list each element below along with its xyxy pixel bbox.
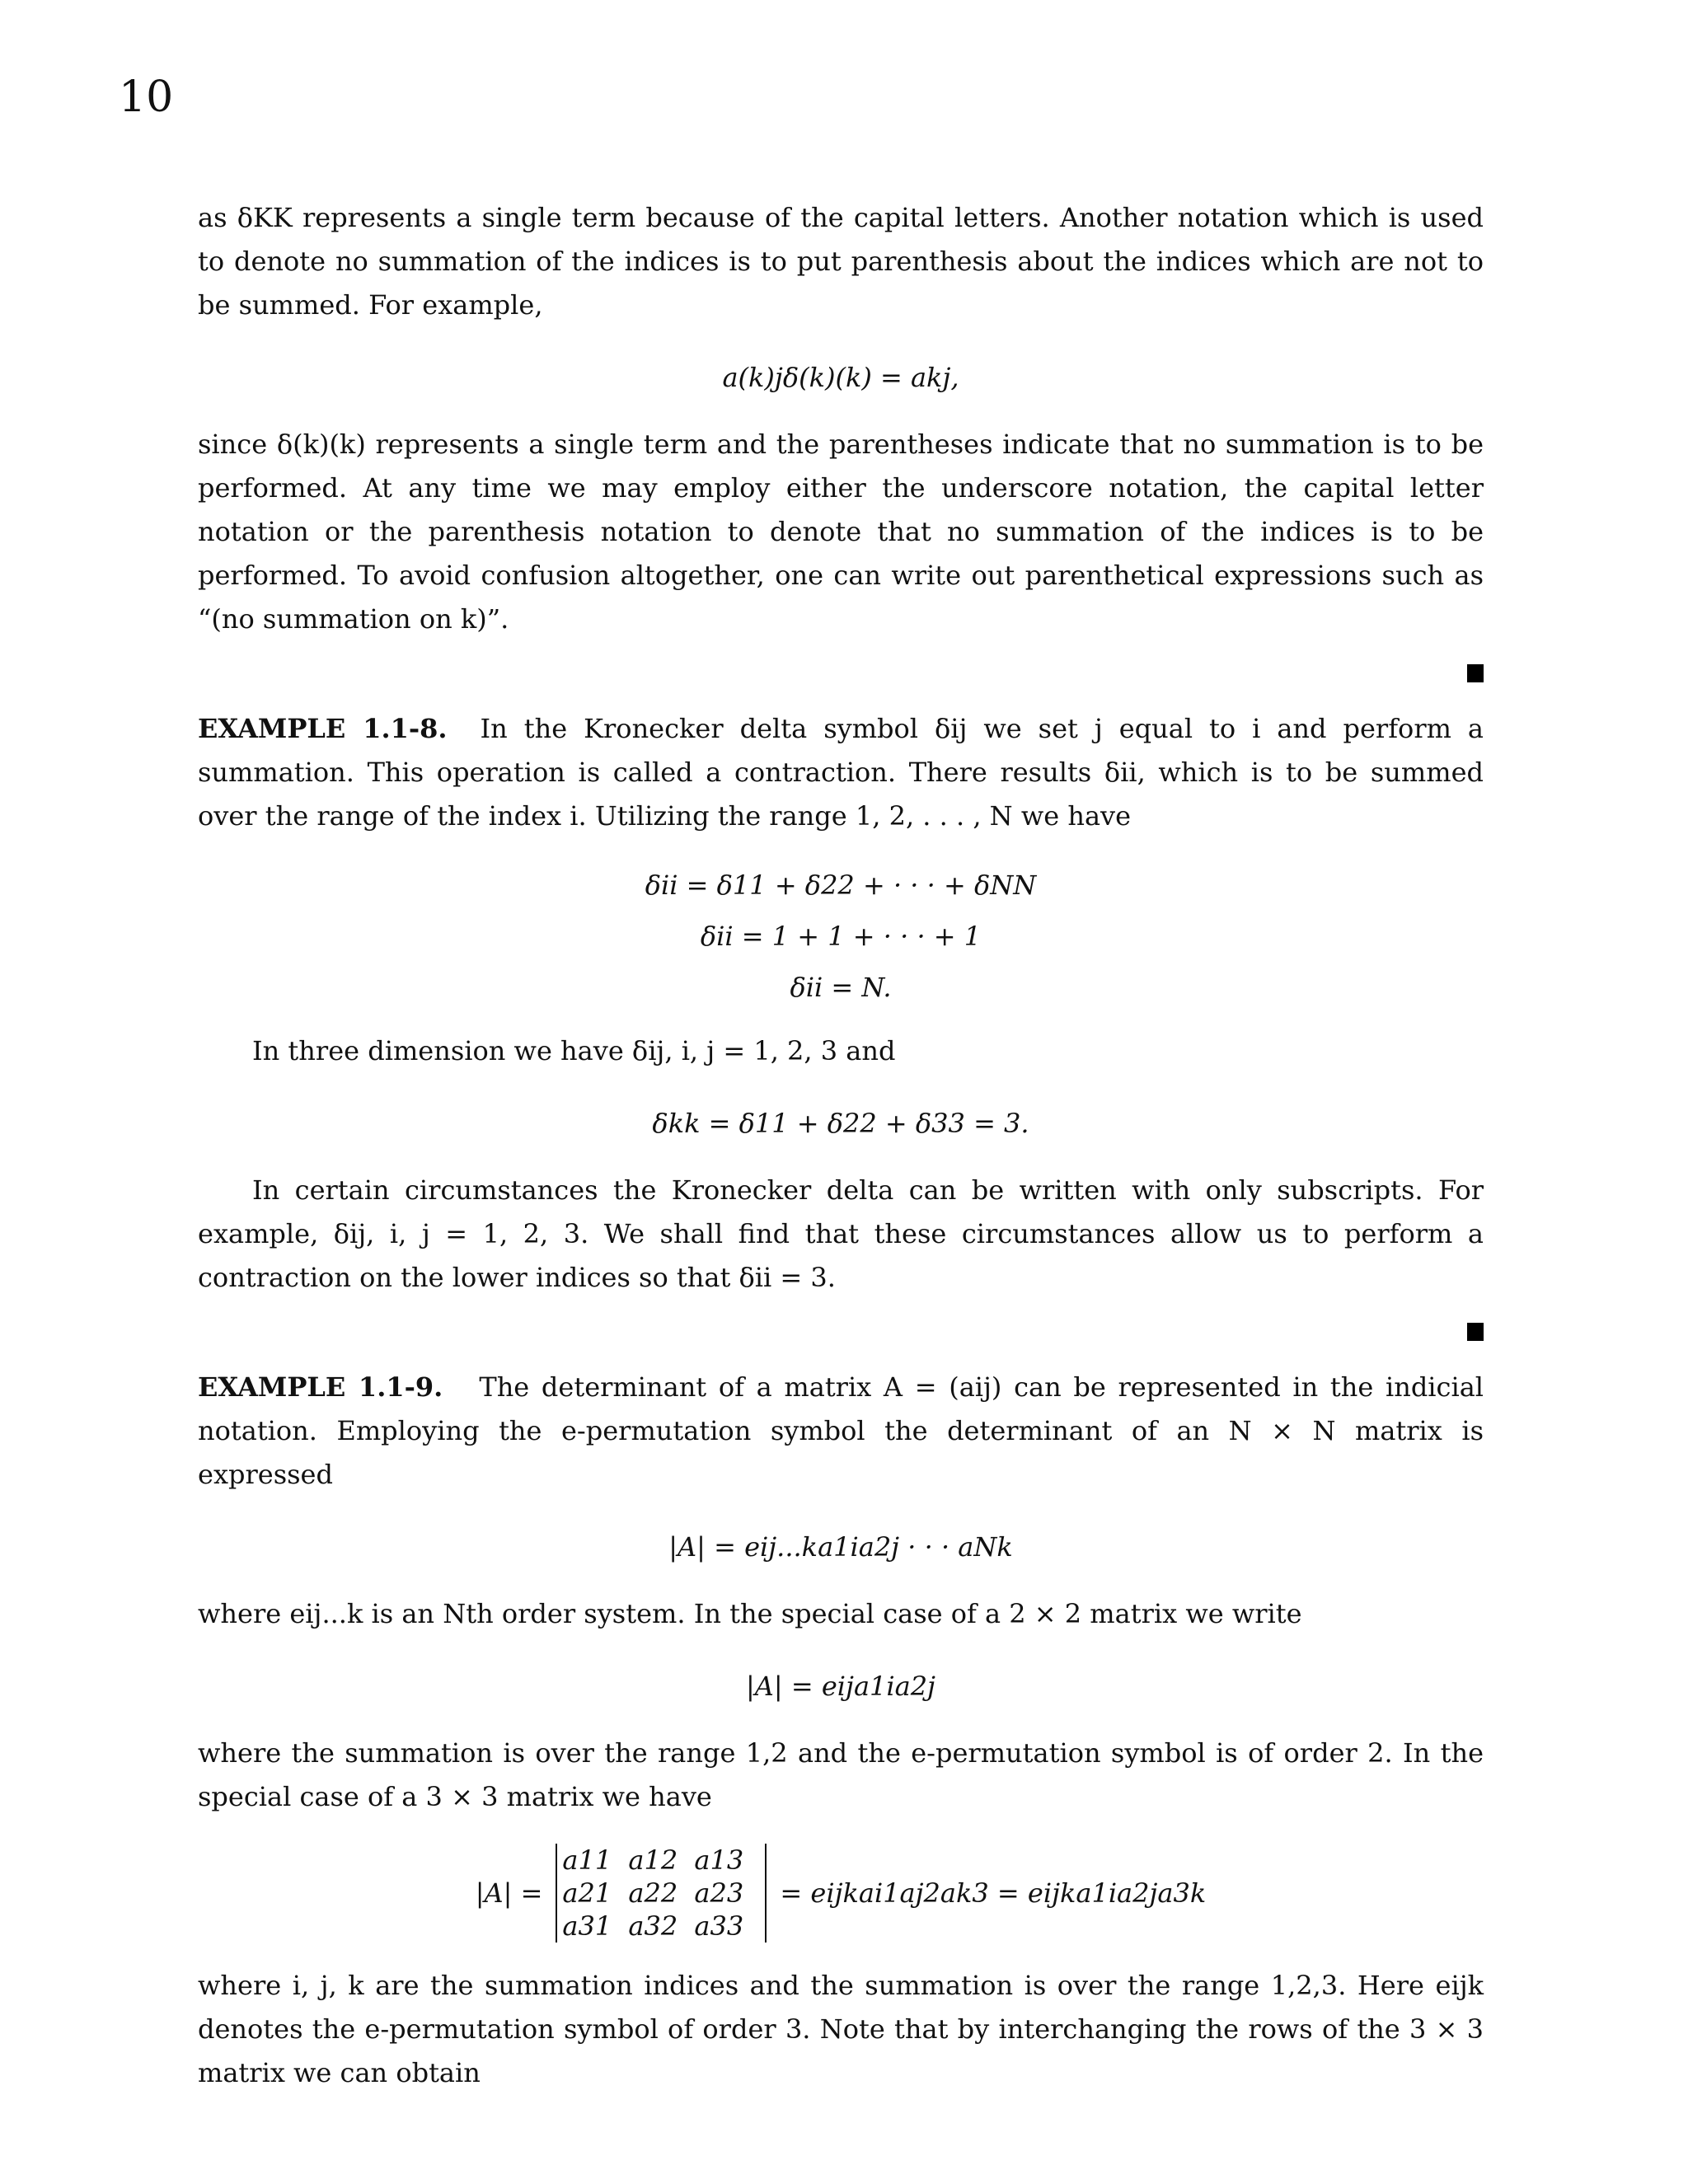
example-text: In the Kronecker delta symbol δij we set j equal to i and perform a summation. This operation is called a contraction. There results δii, which is to be summed over the range of the index i. Utilizing the range 1, 2, . . . , N we have — [198, 713, 1484, 832]
equation-line: δii = δ11 + δ22 + · · · + δNN — [645, 869, 1037, 901]
determinant-lhs: |A| = — [475, 1877, 543, 1909]
matrix-entry: a31 — [562, 1910, 612, 1942]
matrix-entry: a32 — [628, 1910, 678, 1942]
equation-determinant-2: |A| = eija1ia2j — [746, 1671, 935, 1702]
matrix-entry: a11 — [562, 1844, 612, 1876]
example-text: The determinant of a matrix A = (aij) can be represented in the indicial notation. Employing the e-permutation symbol the determinant of an N × N matrix is expressed — [198, 1371, 1484, 1490]
example-heading: EXAMPLE 1.1-8. — [198, 713, 448, 744]
paragraph-order-2: where the summation is over the range 1,2 and the e-permutation symbol is of order 2. In the special case of a 3 × 3 matrix we have — [198, 1737, 1484, 1812]
equation-line: δii = N. — [790, 972, 892, 1003]
matrix-entry: a12 — [628, 1844, 678, 1876]
qed-square-icon — [1467, 664, 1484, 682]
matrix-3x3 — [556, 1844, 767, 1943]
example-1-1-8 — [198, 707, 1484, 838]
matrix-entry: a21 — [562, 1877, 612, 1909]
paragraph-subscripts: In certain circumstances the Kronecker delta can be written with only subscripts. For example, δij, i, j = 1, 2, 3. We shall find that these circumstances allow us to perform a contraction on the lower indices so that δii = 3. — [198, 1174, 1484, 1293]
equation-contraction — [198, 860, 1484, 1013]
example-heading: EXAMPLE 1.1-9. — [198, 1371, 443, 1403]
end-of-example-marker — [198, 1310, 1484, 1351]
equation-three-dimension: δkk = δ11 + δ22 + δ33 = 3. — [652, 1108, 1029, 1139]
matrix-entry: a33 — [694, 1910, 744, 1942]
matrix-entry: a23 — [694, 1877, 744, 1909]
paragraph-no-summation: since δ(k)(k) represents a single term and the parentheses indicate that no summation is to be performed. At any time we may employ either the underscore notation, the capital letter notation or the parenthesis notation to denote that no summation of the indices is to be performed. To avoid confusion altogether, one can write out parenthetical expressions such as “(no summation on k)”. — [198, 429, 1484, 635]
equation-determinant-3 — [198, 1844, 1484, 1943]
example-1-1-9 — [198, 1366, 1484, 1497]
paragraph-summation-notation: as δKK represents a single term because of the capital letters. Another notation which is used to denote no summation of the indices is to put parenthesis about the indices which are not to be summed. For example, — [198, 202, 1484, 321]
page-number: 10 — [119, 73, 174, 122]
page-body — [198, 196, 1484, 2095]
matrix-entry: a13 — [694, 1844, 744, 1876]
qed-square-icon — [1467, 1323, 1484, 1341]
paragraph-nth-order: where eij...k is an Nth order system. In the special case of a 2 × 2 matrix we write — [198, 1598, 1302, 1629]
paragraph-order-3: where i, j, k are the summation indices and the summation is over the range 1,2,3. Here eijk denotes the e-permutation symbol of order 3. Note that by interchanging the rows of the 3 × 3 matrix we can obtain — [198, 1970, 1484, 2088]
end-of-example-marker — [198, 651, 1484, 692]
paragraph-three-dimension: In three dimension we have δij, i, j = 1, 2, 3 and — [252, 1035, 896, 1066]
matrix-entry: a22 — [628, 1877, 678, 1909]
equation-line: δii = 1 + 1 + · · · + 1 — [700, 921, 982, 952]
determinant-rhs: = eijkai1aj2ak3 = eijka1ia2ja3k — [780, 1877, 1207, 1909]
equation-determinant-n: |A| = eij...ka1ia2j · · · aNk — [668, 1531, 1013, 1563]
equation-parenthesis-notation: a(k)jδ(k)(k) = akj, — [722, 362, 959, 393]
